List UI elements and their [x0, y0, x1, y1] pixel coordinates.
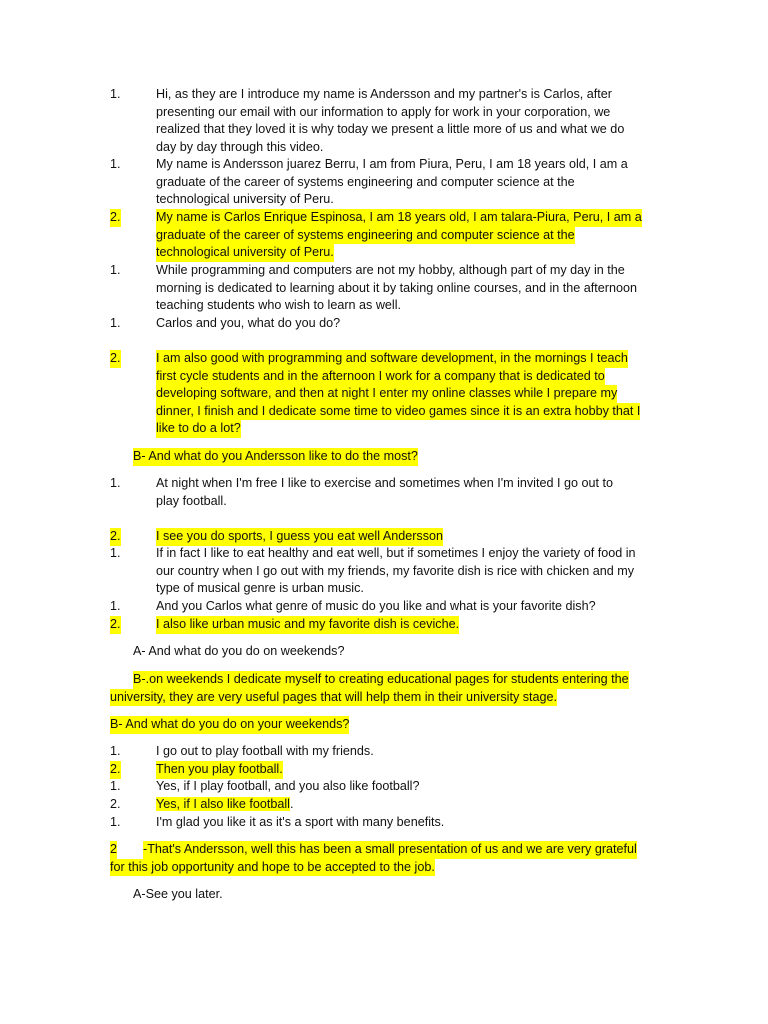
item-number: 2. — [110, 528, 121, 546]
item-text: If in fact I like to eat healthy and eat well, but if sometimes I enjoy the variety of food in — [156, 546, 636, 560]
list-item — [0, 262, 768, 315]
item-text: Carlos and you, what do you do? — [156, 316, 341, 330]
dialogue-line — [0, 841, 768, 876]
item-text: And you Carlos what genre of music do you like and what is your favorite dish? — [156, 599, 596, 613]
item-text: I also like urban music and my favorite dish is ceviche. — [156, 616, 459, 634]
item-number: 1. — [110, 316, 121, 330]
question-text: B- And what do you do on your weekends? — [110, 716, 349, 734]
item-text: developing software, and then at night I enter my online classes while I prepare my — [156, 385, 617, 403]
dialogue-line — [0, 448, 768, 466]
item-number: 1. — [110, 546, 121, 560]
list-item — [0, 616, 768, 634]
dialogue-line — [0, 716, 768, 734]
item-text: realized that they loved it is why today we present a little more of us and what we do — [156, 122, 625, 137]
closing-text: A-See you later. — [133, 887, 223, 901]
list-item — [0, 796, 768, 814]
list-item — [0, 209, 768, 262]
item-text: -That's Andersson, well this has been a small presentation of us and we are very grateful — [143, 841, 637, 859]
question-text: B- And what do you Andersson like to do the most? — [133, 448, 418, 466]
item-text: day by day through this video. — [156, 139, 324, 154]
item-text: Hi, as they are I introduce my name is Andersson and my partner's is Carlos, after — [156, 87, 612, 101]
item-text: Yes, if I also like football — [156, 797, 290, 811]
item-number: 2. — [110, 616, 121, 634]
item-text: for this job opportunity and hope to be accepted to the job. — [110, 859, 435, 877]
item-text: My name is Carlos Enrique Espinosa, I am 18 years old, I am talara-Piura, Peru, I am a — [156, 209, 642, 227]
item-text: morning is dedicated to learning about it by taking online courses, and in the afternoon — [156, 280, 637, 295]
list-item — [0, 528, 768, 546]
item-number: 1. — [110, 744, 121, 758]
list-item — [0, 475, 768, 510]
dialogue-line — [0, 671, 768, 706]
item-text: our country when I go out with my friends, my favorite dish is rice with chicken and my — [156, 563, 635, 578]
item-text: graduate of the career of systems engineering and computer science at the — [156, 174, 575, 189]
answer-text: university, they are very useful pages that will help them in their university stage. — [110, 689, 557, 707]
item-text: presenting our email with our information to apply for work in your corporation, we — [156, 104, 611, 119]
item-number: 1. — [110, 815, 121, 829]
list-item — [0, 86, 768, 156]
item-text: type of musical genre is urban music. — [156, 581, 364, 596]
item-text: I am also good with programming and software development, in the mornings I teach — [156, 350, 628, 368]
item-text: I'm glad you like it as it's a sport with many benefits. — [156, 815, 445, 829]
item-text: teaching students who wish to learn as well. — [156, 298, 402, 313]
answer-text: B-.on weekends I dedicate myself to creating educational pages for students entering the — [133, 671, 629, 689]
list-item — [0, 156, 768, 209]
item-text: like to do a lot? — [156, 420, 241, 438]
list-item — [0, 778, 768, 796]
item-number: 1. — [110, 87, 121, 101]
item-text: graduate of the career of systems engineering and computer science at the — [156, 227, 575, 245]
item-number: 1. — [110, 599, 121, 613]
item-text: dinner, I finish and I dedicate some time to video games since it is an extra hobby that I — [156, 403, 640, 421]
item-text: Then you play football. — [156, 761, 283, 779]
item-text: My name is Andersson juarez Berru, I am from Piura, Peru, I am 18 years old, I am a — [156, 157, 628, 171]
list-item — [0, 814, 768, 832]
item-number: 2 — [110, 841, 117, 859]
item-number: 2. — [110, 350, 121, 368]
question-text: A- And what do you do on weekends? — [133, 644, 345, 658]
item-number: 2. — [110, 761, 121, 779]
dialogue-line — [0, 886, 768, 904]
dialogue-line — [0, 643, 768, 661]
item-number: 1. — [110, 263, 121, 277]
item-text: play football. — [156, 493, 227, 508]
item-number: 1. — [110, 157, 121, 171]
list-item — [0, 545, 768, 598]
list-item — [0, 350, 768, 438]
list-item — [0, 743, 768, 761]
item-text: I go out to play football with my friends. — [156, 744, 374, 758]
item-text: technological university of Peru. — [156, 192, 334, 207]
item-text: I see you do sports, I guess you eat well Andersson — [156, 528, 443, 546]
list-item — [0, 761, 768, 779]
list-item — [0, 315, 768, 333]
list-item — [0, 598, 768, 616]
item-text: At night when I'm free I like to exercise and sometimes when I'm invited I go out to — [156, 476, 614, 490]
item-number: 2. — [110, 209, 121, 227]
item-text: While programming and computers are not my hobby, although part of my day in the — [156, 263, 625, 277]
item-number: 2. — [110, 797, 121, 811]
item-number: 1. — [110, 779, 121, 793]
item-text-tail: . — [289, 797, 294, 811]
item-text: Yes, if I play football, and you also like football? — [156, 779, 420, 793]
item-number: 1. — [110, 476, 121, 490]
item-text: first cycle students and in the afternoon I work for a company that is dedicated to — [156, 368, 605, 386]
item-text: technological university of Peru. — [156, 244, 334, 262]
